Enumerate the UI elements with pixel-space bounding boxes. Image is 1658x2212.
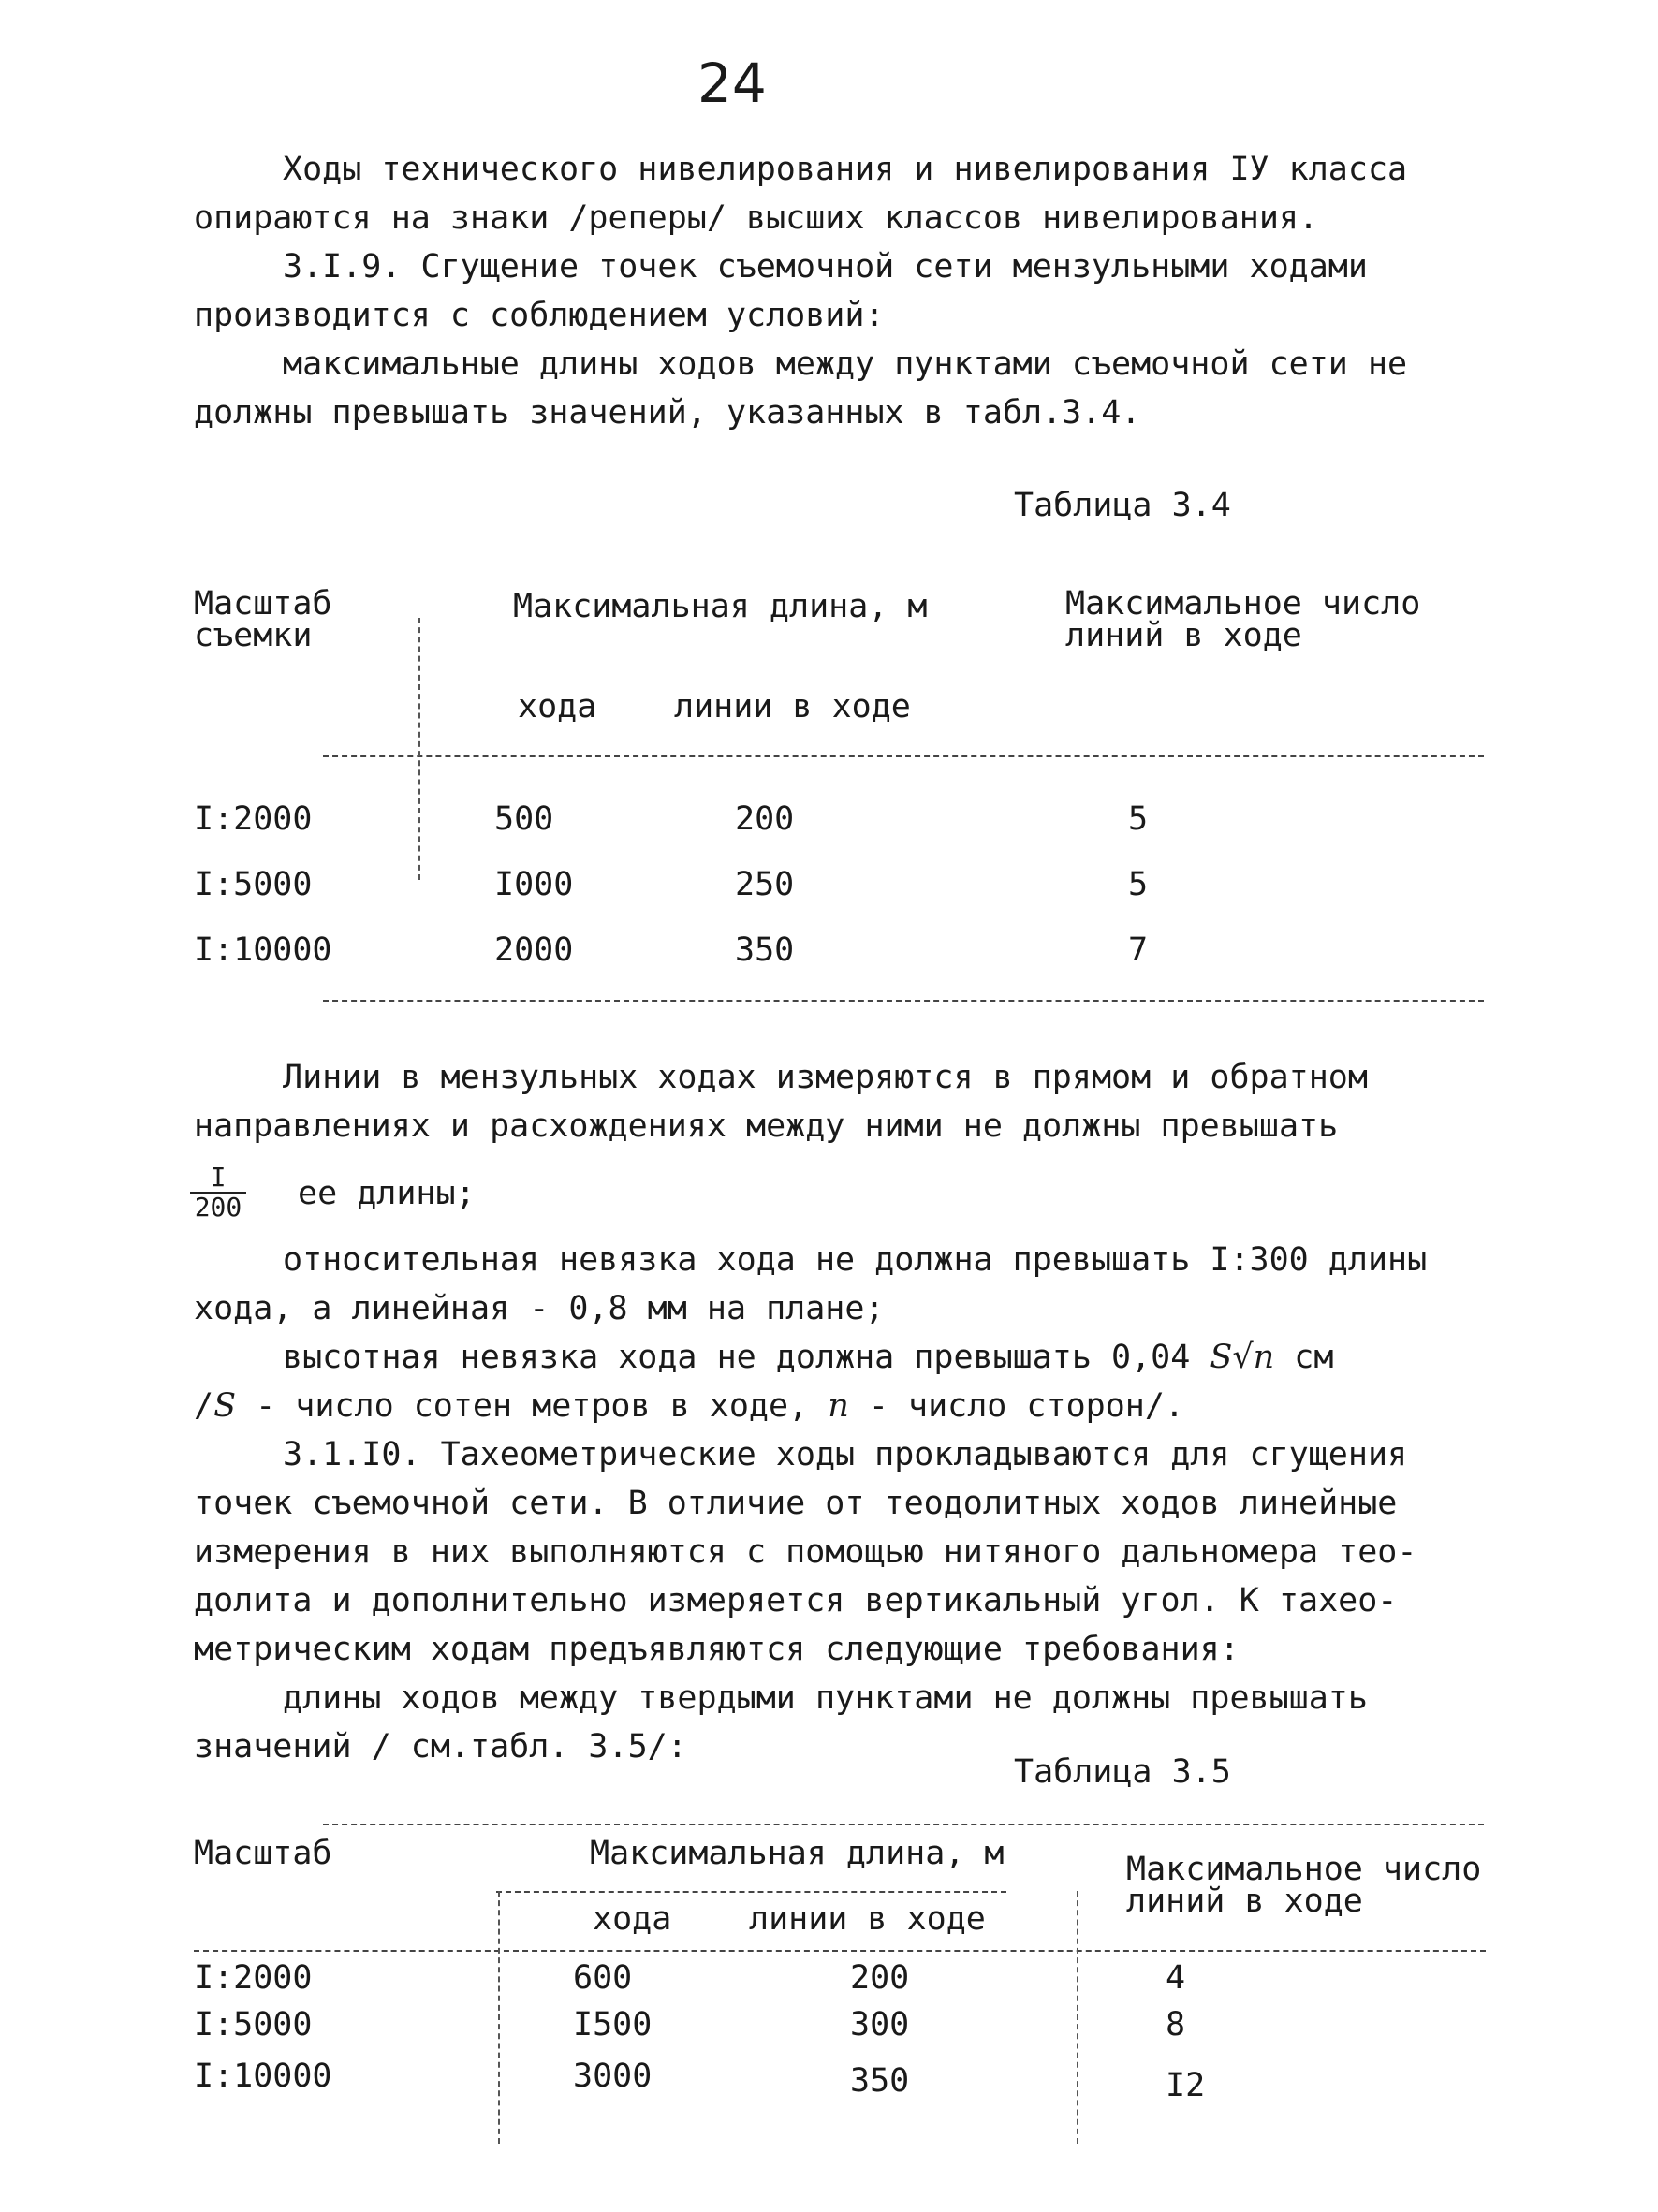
table-cell: I:5000 xyxy=(194,2006,313,2044)
col-header-max-length: Максимальная длина, м xyxy=(513,588,928,625)
col-header-scale xyxy=(194,585,332,654)
table-rule xyxy=(323,1000,1484,1002)
middle-text xyxy=(194,1053,1439,1150)
text-run: / xyxy=(194,1387,214,1425)
intro-line: опираются на знаки /реперы/ высших классов нивелирования. xyxy=(194,199,1319,237)
table-cell: I:10000 xyxy=(194,2058,332,2095)
table-cell: 200 xyxy=(850,1959,910,1997)
table-rule xyxy=(194,1950,1486,1952)
formula-symbol: n xyxy=(828,1387,849,1425)
header-text: Максимальное число xyxy=(1126,1851,1482,1888)
table-cell: 7 xyxy=(1128,931,1149,969)
table-cell: 250 xyxy=(735,866,795,903)
fraction-numerator: I xyxy=(210,1162,227,1193)
clause-3-1-10: 3.1.I0. Тахеометрические ходы прокладываются для сгущения xyxy=(283,1436,1408,1473)
middle-line: долита и дополнительно измеряется вертикальный угол. К тахео- xyxy=(194,1582,1398,1619)
table-cell: 4 xyxy=(1166,1959,1186,1997)
text-run: - число сотен метров в ходе, xyxy=(256,1387,809,1425)
intro-line: Ходы технического нивелирования и нивелирования IУ класса xyxy=(283,151,1408,188)
table-cell: 8 xyxy=(1166,2006,1186,2044)
col-header-line: линии в ходе xyxy=(674,688,911,725)
fraction-suffix: ее длины; xyxy=(298,1175,476,1212)
header-text: Масштаб xyxy=(194,585,332,623)
middle-line: точек съемочной сети. В отличие от теодолитных ходов линейные xyxy=(194,1485,1398,1522)
table-cell: I:2000 xyxy=(194,800,313,838)
table-cell: I2 xyxy=(1166,2067,1206,2104)
middle-line: метрическим ходам предъявляются следующие требования: xyxy=(194,1631,1240,1668)
table-cell: 2000 xyxy=(494,931,574,969)
col-header-move: хода xyxy=(593,1900,672,1938)
col-header-max-count xyxy=(1065,585,1421,654)
col-header-line: линии в ходе xyxy=(749,1900,986,1938)
middle-line: относительная невязка хода не должна превышать I:300 длины xyxy=(283,1241,1428,1279)
table-cell: 200 xyxy=(735,800,795,838)
table-cell: 300 xyxy=(850,2006,910,2044)
table-cell: I:10000 xyxy=(194,931,332,969)
table-cell: 5 xyxy=(1128,866,1149,903)
table-rule xyxy=(498,1891,500,2144)
table-rule xyxy=(496,1891,1006,1893)
middle-text-2 xyxy=(194,1236,1439,1771)
page-number: 24 xyxy=(697,51,767,115)
table-cell: I500 xyxy=(573,2006,653,2044)
table-rule xyxy=(1077,1891,1078,2144)
fraction-denominator: 200 xyxy=(194,1192,242,1223)
intro-line: производится с соблюдением условий: xyxy=(194,297,885,334)
intro-line: максимальные длины ходов между пунктами съемочной сети не xyxy=(283,345,1408,383)
text-run: - число сторон/. xyxy=(868,1387,1185,1425)
formula-sqrt: √n xyxy=(1232,1339,1275,1376)
table-rule xyxy=(323,1824,1484,1825)
table-3-4 xyxy=(0,0,1658,1030)
middle-line: длины ходов между твердыми пунктами не должны превышать xyxy=(283,1679,1368,1717)
header-text: линий в ходе xyxy=(1065,617,1302,654)
text-run: высотная невязка хода не должна превышать 0,04 xyxy=(283,1339,1191,1376)
middle-line: направлениях и расхождениях между ними не должны превышать xyxy=(194,1107,1339,1145)
table-3-5-caption: Таблица 3.5 xyxy=(1014,1753,1231,1791)
height-misclosure-line xyxy=(194,1333,1439,1382)
table-rule xyxy=(323,755,1484,757)
col-header-max-length: Максимальная длина, м xyxy=(590,1835,1005,1872)
table-cell: I:2000 xyxy=(194,1959,313,1997)
formula-symbol: S xyxy=(213,1387,237,1425)
intro-line: должны превышать значений, указанных в табл.3.4. xyxy=(194,394,1141,432)
col-header-move: хода xyxy=(518,688,597,725)
middle-line: значений / см.табл. 3.5/: xyxy=(194,1728,687,1765)
table-cell: I:5000 xyxy=(194,866,313,903)
col-header-scale: Масштаб xyxy=(194,1835,332,1872)
text-run: см xyxy=(1294,1339,1334,1376)
header-text: линий в ходе xyxy=(1126,1882,1363,1920)
formula-legend-line xyxy=(194,1382,1439,1430)
table-cell: 600 xyxy=(573,1959,633,1997)
table-cell: 500 xyxy=(494,800,554,838)
header-text: Максимальное число xyxy=(1065,585,1421,623)
middle-line: хода, а линейная - 0,8 мм на плане; xyxy=(194,1290,885,1327)
table-rule xyxy=(418,618,420,880)
table-cell: 350 xyxy=(735,931,795,969)
middle-line: измерения в них выполняются с помощью нитяного дальномера тео- xyxy=(194,1533,1417,1571)
header-text: съемки xyxy=(194,617,313,654)
table-cell: I000 xyxy=(494,866,574,903)
col-header-max-count xyxy=(1126,1851,1482,1920)
formula-symbol: S xyxy=(1210,1339,1233,1376)
table-cell: 5 xyxy=(1128,800,1149,838)
table-cell: 3000 xyxy=(573,2058,653,2095)
table-3-4-caption: Таблица 3.4 xyxy=(1014,487,1231,524)
middle-line: Линии в мензульных ходах измеряются в прямом и обратном xyxy=(283,1059,1368,1096)
table-cell: 350 xyxy=(850,2062,910,2100)
clause-3-1-9: 3.I.9. Сгущение точек съемочной сети мензульными ходами xyxy=(283,248,1368,286)
fraction-1-200 xyxy=(190,1164,246,1222)
